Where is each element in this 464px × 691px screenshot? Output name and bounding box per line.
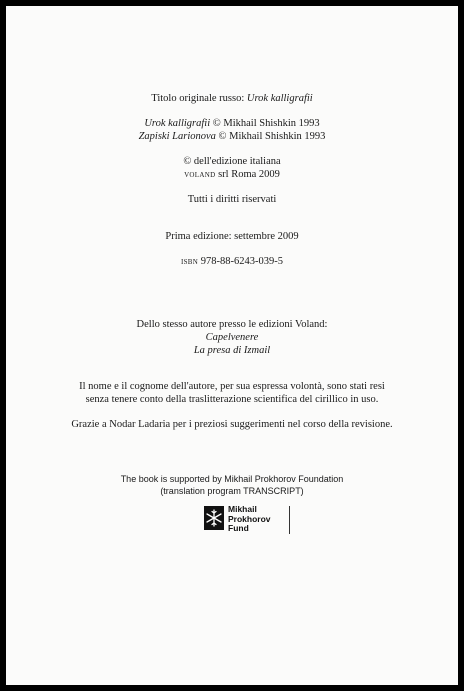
book-title-2: La presa di Izmail — [193, 345, 271, 356]
name-note-line-1: Il nome e il cognome dell'autore, per sua espressa volontà, sono stati resi — [79, 381, 385, 392]
support-line-2: (translation program TRANSCRIPT) — [160, 486, 304, 496]
first-edition: Prima edizione: settembre 2009 — [165, 231, 299, 242]
original-title-line: Titolo originale russo: Urok kalligrafii — [151, 93, 313, 104]
copyright-page — [6, 6, 458, 685]
support-line-1: The book is supported by Mikhail Prokhorov Foundation — [120, 474, 344, 484]
prokhorov-fund-logo — [204, 504, 294, 540]
same-author-heading: Dello stesso autore presso le edizioni Voland: — [136, 319, 328, 330]
snowflake-logo-icon — [204, 506, 224, 530]
copyright-line-2: Zapiski Larionova © Mikhail Shishkin 1993 — [138, 131, 326, 142]
rights-reserved: Tutti i diritti riservati — [187, 194, 277, 205]
name-note-line-2: senza tenere conto della traslitterazione scientifica del cirillico in uso. — [85, 394, 379, 405]
logo-divider — [289, 506, 290, 534]
thanks-line: Grazie a Nodar Ladaria per i preziosi suggerimenti nel corso della revisione. — [71, 419, 393, 430]
edition-rights: © dell'edizione italiana — [183, 156, 281, 167]
isbn-line: isbn 978-88-6243-039-5 — [180, 256, 284, 267]
logo-text: Mikhail Prokhorov Fund — [228, 504, 271, 533]
book-title-1: Capelvenere — [205, 332, 259, 343]
copyright-line-1: Urok kalligrafii © Mikhail Shishkin 1993 — [144, 118, 320, 129]
publisher-line: voland srl Roma 2009 — [184, 169, 280, 180]
